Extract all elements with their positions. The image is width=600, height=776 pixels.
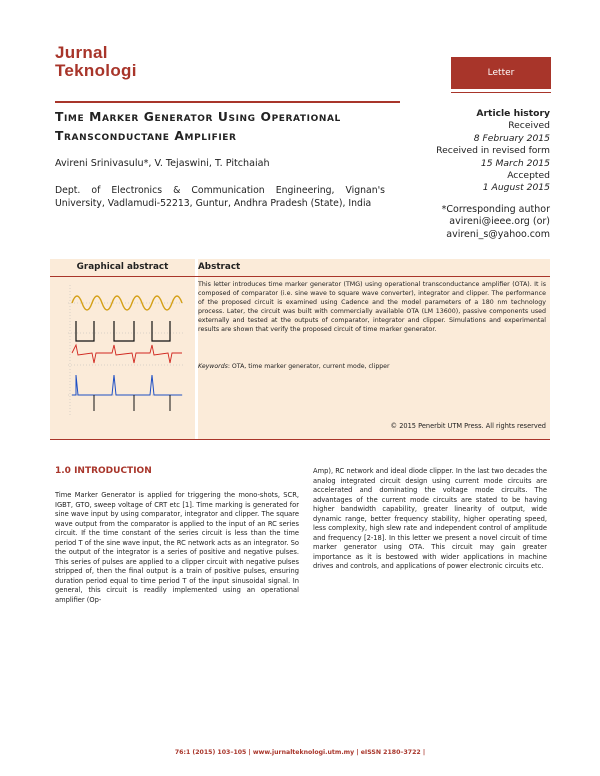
- abstract-text: This letter introduces time marker generator (TMG) using operational transconductance amplifier (OTA). It is composed of comparator (i.e. sine wave to square wave converter), integrator and clipper. The performance of the proposed circuit is examined using Cadence and the model parameters of a 180 nm technology process. Later, the circuit was built with commercially available OTA (LM 13600), passive components used externally and tested at the outputs of comparator, integrator and clipper. Simulations and experimental results are shown that verify the proposed circuit of time marker generator.: [198, 281, 546, 333]
- graphical-abstract-heading: Graphical abstract: [76, 262, 169, 272]
- email-secondary[interactable]: avireni_s@yahoo.com: [446, 228, 550, 240]
- header-divider: [55, 101, 400, 103]
- panel-header-rule: [50, 276, 550, 277]
- revised-date: 15 March 2015: [480, 157, 550, 169]
- title-line-1: Time Marker Generator Using Operational: [55, 110, 341, 124]
- accepted-label: Accepted: [507, 170, 550, 182]
- abstract-heading: Abstract: [198, 262, 241, 272]
- body-column-left: Time Marker Generator is applied for triggering the mono-shots, SCR, IGBT, GTO, sweep voltage of CRT etc [1]. Time marking is generated for sine wave input by using comparator, integrator and clipper. The square wave output from the comparator is applied to the input of an RC series circuit. If the time constant of the series circuit is less than the time period T of the sine wave input, the RC network acts as an integrator. So the output of the integrator is a series of positive and negative pulses. This series of pulses are applied to a clipper circuit with negative pulses stripped of, then the final output is a train of positive pulses, ensuring duration period equal to time period T of the input sinusoidal signal. In general, this circuit is readily implemented using an operational amplifier (Op-: [55, 491, 299, 604]
- paper-title: [55, 108, 415, 146]
- email-primary[interactable]: avireni@ieee.org (or): [449, 216, 550, 228]
- corresponding-author: [380, 204, 550, 241]
- body-column-right: Amp), RC network and ideal diode clipper. In the last two decades the analog integrated circuit design using current mode circuits are accelerated and dominating the voltage mode circuits. The advantages of the current mode circuits are stated to be having higher bandwidth capability, greater linearity of output, wide dynamic range, better frequency stability, higher operating speed, less complexity, high slew rate and independent control of amplitude and frequency [2-18]. In this letter we present a novel circuit of time marker generator using OTA. This circuit may gain greater importance as it is bestowed with wider applications in machine drives and controls, and applications of power electronic circuits etc.: [313, 467, 547, 570]
- panel-bottom-rule: [50, 439, 550, 440]
- section-heading-introduction: 1.0 INTRODUCTION: [55, 466, 152, 476]
- history-heading: Article history: [476, 108, 550, 119]
- brand-line-1: Jurnal: [55, 43, 108, 62]
- journal-brand: [55, 44, 137, 80]
- article-history: [400, 108, 550, 195]
- affiliation: Dept. of Electronics & Communication Engineering, Vignan's University, Vadlamudi-52213, Guntur, Andhra Pradesh (State), India: [55, 185, 385, 209]
- revised-label: Received in revised form: [436, 145, 550, 157]
- brand-line-2: Teknologi: [55, 61, 137, 80]
- accepted-date: 1 August 2015: [482, 182, 550, 194]
- title-line-2: Transconductane Amplifier: [55, 129, 237, 143]
- keywords-list: : OTA, time marker generator, current mode, clipper: [227, 363, 390, 370]
- waveform-figure: [66, 283, 186, 417]
- keywords: [198, 363, 390, 370]
- received-date: 8 February 2015: [473, 132, 550, 144]
- page-footer: 76:1 (2015) 103–105 | www.jurnalteknologi.utm.my | eISSN 2180–3722 |: [174, 749, 426, 756]
- copyright-notice: © 2015 Penerbit UTM Press. All rights reserved: [390, 422, 546, 430]
- received-label: Received: [508, 120, 550, 132]
- article-type-badge: Letter: [451, 57, 551, 89]
- author-list: Avireni Srinivasulu*, V. Tejaswini, T. Pitchaiah: [55, 158, 270, 169]
- keywords-label: Keywords: [198, 363, 228, 370]
- corresponding-label: *Corresponding author: [441, 204, 550, 215]
